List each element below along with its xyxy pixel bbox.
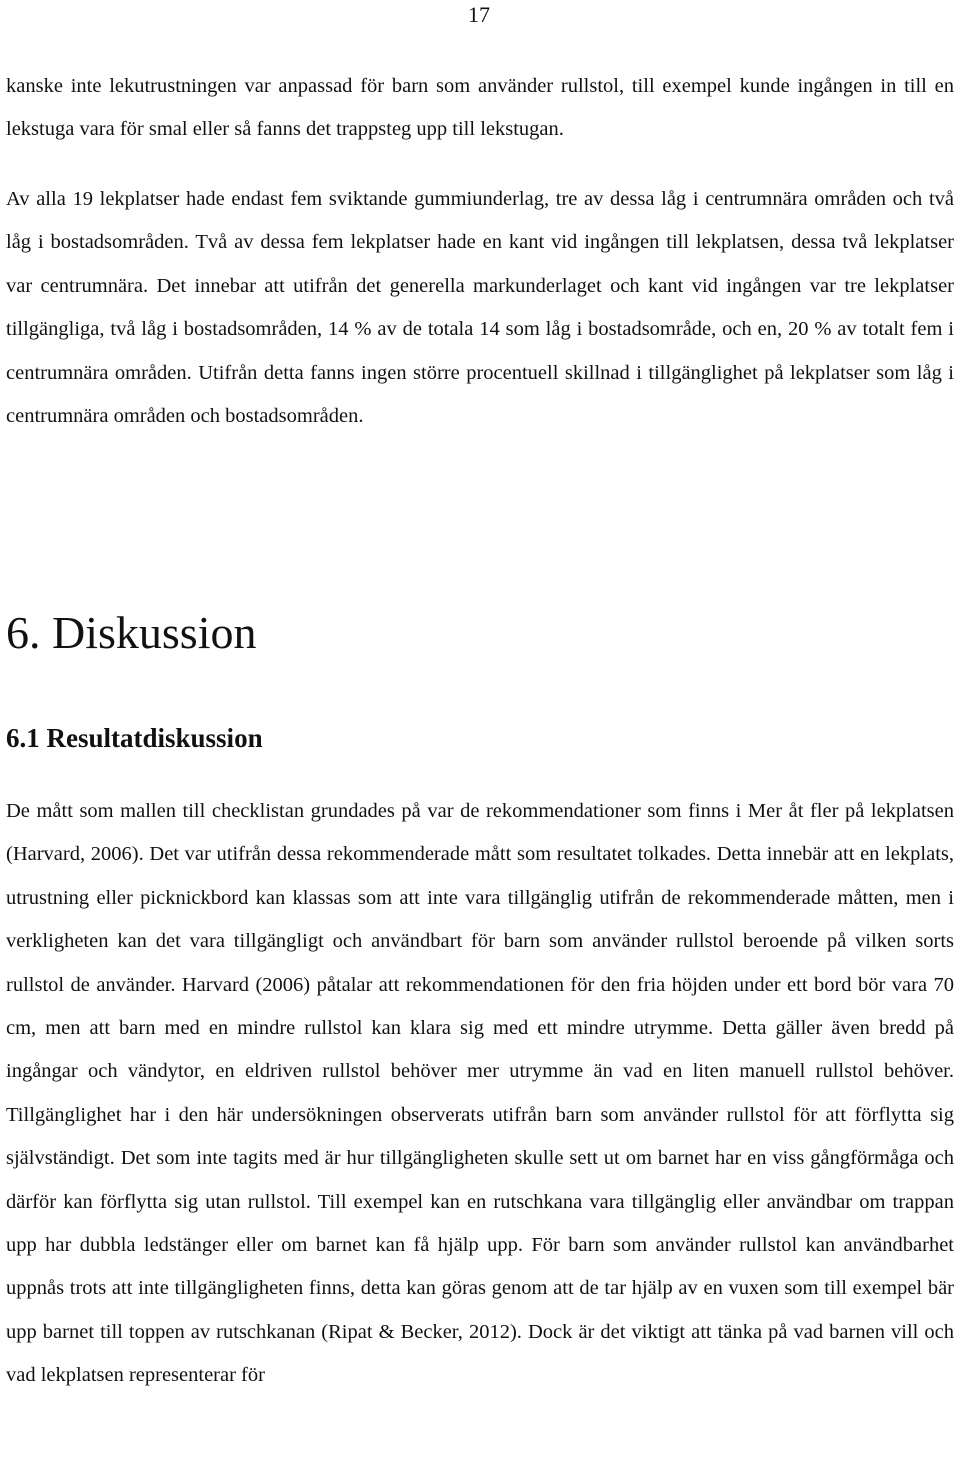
section-heading: 6. Diskussion — [6, 607, 257, 658]
subsection-heading: 6.1 Resultatdiskussion — [6, 723, 263, 753]
page-number: 17 — [468, 2, 490, 27]
paragraph-continued: kanske inte lekutrustningen var anpassad för barn som använder rullstol, till exempel kunde ingången in till en lekstuga vara för smal eller så fanns det trappsteg upp till lekstugan. — [6, 75, 954, 141]
paragraph-underlag: Av alla 19 lekplatser hade endast fem sviktande gummiunderlag, tre av dessa låg i centrumnära områden och två låg i bostadsområden. Två av dessa fem lekplatser hade en kant vid ingången till lekplatsen, dessa två lekplatser var centrumnära. Det innebar att utifrån det generella markunderlaget och kant vid ingången var tre lekplatser tillgängliga, två låg i bostadsområden, 14 % av de totala 14 som låg i bostadsområde, och en, 20 % av totalt fem i centrumnära områden. Utifrån detta fanns ingen större procentuell skillnad i tillgänglighet på lekplatser som låg i centrumnära områden och bostadsområden. — [6, 188, 954, 428]
paragraph-resultatdiskussion: De mått som mallen till checklistan grundades på var de rekommendationer som finns i Mer åt fler på lekplatsen (Harvard, 2006). Det var utifrån dessa rekommenderade mått som resultatet tolkades. Detta innebär att en lekplats, utrustning eller picknickbord kan klassas som att inte vara tillgänglig utifrån de rekommenderade måtten, men i verkligheten kan det vara tillgängligt och användbart för barn som använder rullstol beroende på vilken sorts rullstol de använder. Harvard (2006) påtalar att rekommendationen för den fria höjden under ett bord bör vara 70 cm, men att barn med en mindre rullstol kan klara sig med ett mindre utrymme. Detta gäller även bredd på ingångar och vändytor, en eldriven rullstol behöver mer utrymme än vad en liten manuell rullstol behöver. Tillgänglighet har i den här undersökningen observerats utifrån barn som använder rullstol för att förflytta sig självständigt. Det som inte tagits med är hur tillgängligheten skulle sett ut om barnet har en viss gångförmåga och därför kan förflytta sig utan rullstol. Till exempel kan en rutschkana vara tillgänglig eller användbar om trappan upp har dubbla ledstänger eller om barnet kan få hjälp upp. För barn som använder rullstol kan användbarhet uppnås trots att inte tillgängligheten finns, detta kan göras genom att de tar hjälp av en vuxen som till exempel bär upp barnet till toppen av rutschkanan (Ripat & Becker, 2012). Dock är det viktigt att tänka på vad barnen vill och vad lekplatsen representerar för — [6, 800, 954, 1387]
